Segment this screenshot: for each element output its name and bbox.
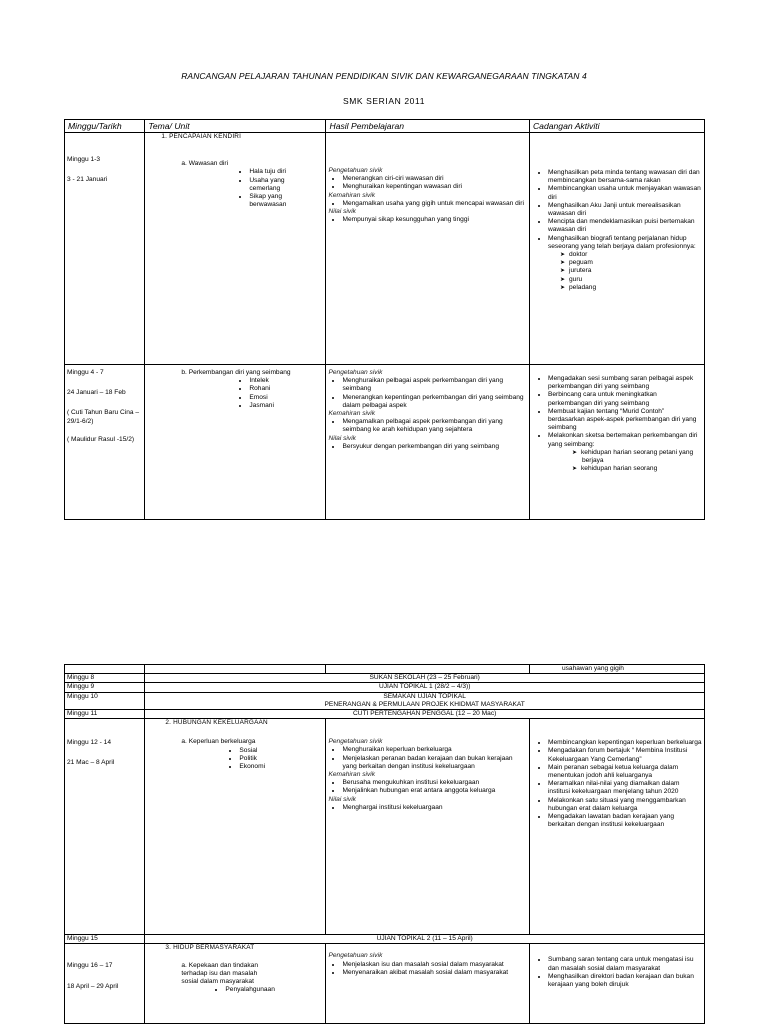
table-header-row: [65, 120, 705, 133]
week-cell: [65, 133, 145, 365]
knowledge-list: [328, 377, 526, 410]
list-item: • Menghuraikan keperluan berkeluarga: [342, 746, 526, 754]
list-item: • Mengamalkan usaha yang gigih untuk mencapai wawasan diri: [342, 200, 526, 208]
holiday-note: ( Maulidur Rasul -15/2): [67, 435, 135, 443]
value-list: [328, 216, 526, 224]
unit-title: a. Kepekaan dan tindakan terhadap isu dan masalah sosial dalam masyarakat: [181, 961, 258, 986]
list-item: ➤ guru: [570, 276, 702, 284]
activity-cell: [529, 719, 704, 935]
header-outcome: Hasil Pembelajaran: [326, 120, 529, 133]
profession-list: [532, 251, 702, 292]
activity-list: [532, 739, 702, 829]
list-item: • Mengadakan forum bertajuk “ Membina Institusi Kekeluargaan Yang Cemerlang”: [548, 747, 702, 763]
event-label: PENERANGAN & PERMULAAN PROJEK KHIDMAT MASYARAKAT: [324, 700, 525, 708]
label-value: Nilai sivik: [328, 795, 356, 803]
empty-cell: [326, 665, 529, 674]
list-item: • Menghasilkan biografi tentang perjalanan hidup seseorang yang telah berjaya dalam profesionnya:: [548, 235, 702, 251]
skill-list: [328, 418, 526, 434]
activity-list: [532, 375, 702, 449]
theme-cell: [145, 944, 326, 1024]
event-label: UJIAN TOPIKAL 2 (11 – 15 April): [145, 935, 705, 944]
list-item: ➤ kehidupan harian seorang petani yang berjaya: [582, 449, 702, 465]
week-label: Minggu 15: [65, 935, 145, 944]
table-row: [65, 944, 705, 1024]
list-item: • Menghuraikan kepentingan wawasan diri: [342, 183, 526, 191]
theme-heading: 1. PENCAPAIAN KENDIRI: [161, 133, 242, 140]
list-item: • Menyenaraikan akibat masalah sosial dalam masyarakat: [342, 969, 526, 977]
week-cell: [65, 719, 145, 935]
list-item: • Sumbang saran tentang cara untuk mengatasi isu dan masalah sosial dalam masyarakat: [548, 956, 702, 972]
list-item: • Menjelaskan isu dan masalah sosial dalam masyarakat: [342, 961, 526, 969]
event-label: SEMAKAN UJIAN TOPIKAL: [383, 692, 466, 700]
week-label: Minggu 16 – 17: [67, 962, 113, 970]
list-item: • Sikap yang berwawasan: [249, 193, 309, 209]
label-knowledge: Pengetahuan sivik: [328, 369, 383, 376]
empty-cell: [145, 665, 326, 674]
list-item: • Meramalkan nilai-nilai yang diamalkan dalam institusi kekeluargaan menjelang tahun 2020: [548, 780, 702, 796]
value-list: [328, 443, 526, 451]
theme-heading: 2. HUBUNGAN KEKELUARGAAN: [165, 719, 268, 727]
date-label: 18 April – 29 April: [67, 982, 119, 990]
list-item: ➤ peladang: [570, 284, 702, 292]
list-item: • Menghasilkan Aku Janji untuk merealisasikan wawasan diri: [548, 202, 702, 218]
list-item: ➤ peguam: [570, 259, 702, 267]
table-row: [65, 935, 705, 944]
list-item: • Membuat kajian tentang “Murid Contoh” berdasarkan aspek-aspek perkembangan diri yang seimbang: [548, 408, 702, 433]
lesson-plan-table-2: [64, 664, 705, 1024]
unit-list: [147, 747, 323, 772]
list-item: • Usaha yang cemerlang: [249, 177, 309, 193]
table-row: [65, 719, 705, 935]
table-row: [65, 692, 705, 709]
table-row: [65, 133, 705, 365]
list-item: ➤ jurutera: [570, 267, 702, 275]
week-label: Minggu 8: [65, 674, 145, 683]
list-item: • Menerangkan ciri-ciri wawasan diri: [342, 175, 526, 183]
list-item: • Menghuraikan pelbagai aspek perkembangan diri yang seimbang: [342, 377, 526, 393]
date-label: 24 Januari – 18 Feb: [67, 389, 126, 397]
list-item: • Intelek: [249, 377, 323, 385]
list-item: • Menjalinkan hubungan erat antara anggota keluarga: [342, 787, 526, 795]
table-row: [65, 674, 705, 683]
label-skill: Kemahiran sivik: [328, 410, 376, 418]
week-label: Minggu 12 - 14: [67, 739, 111, 747]
header-week: Minggu/Tarikh: [65, 120, 145, 133]
table-row: [65, 683, 705, 692]
list-item: • Membincangkan kepentingan keperluan berkeluarga: [548, 739, 702, 747]
date-label: 3 - 21 Januari: [67, 176, 108, 184]
empty-cell: [65, 665, 145, 674]
lesson-plan-table-1: [64, 119, 705, 520]
skill-list: [328, 200, 526, 208]
label-knowledge: Pengetahuan sivik: [328, 952, 383, 960]
list-item: • Menghasilkan direktori badan kerajaan dan bukan kerajaan yang boleh dirujuk: [548, 973, 702, 989]
unit-title: b. Perkembangan diri yang seimbang: [181, 369, 291, 376]
unit-title: a. Keperluan berkeluarga: [181, 738, 256, 746]
continued-text: [529, 665, 704, 674]
sketch-list: [532, 449, 702, 474]
label-skill: Kemahiran sivik: [328, 191, 376, 199]
list-item: ➤ kehidupan harian seorang: [582, 465, 702, 473]
list-item: • Menjelaskan peranan badan kerajaan dan bukan kerajaan yang berkaitan dengan institusi kekeluargaan: [342, 755, 526, 771]
event-cell: [145, 692, 705, 709]
list-item: • Mengadakan sesi sumbang saran pelbagai aspek perkembangan diri yang seimbang: [548, 375, 702, 391]
outcome-cell: [326, 133, 529, 365]
label-knowledge: Pengetahuan sivik: [328, 738, 383, 746]
activity-cell: [529, 133, 704, 365]
table-row: [65, 365, 705, 520]
list-item: • Politik: [239, 755, 323, 763]
theme-heading: 3. HIDUP BERMASYARAKAT: [165, 944, 255, 952]
list-item: • Melakonkan sketsa bertemakan perkembangan diri yang seimbang:: [548, 432, 702, 448]
knowledge-list: [328, 175, 526, 191]
outcome-cell: [326, 719, 529, 935]
list-item: • Bersyukur dengan perkembangan diri yang seimbang: [342, 443, 526, 451]
theme-cell: [145, 133, 326, 365]
header-theme: Tema/ Unit: [145, 120, 326, 133]
event-label: SUKAN SEKOLAH (23 – 25 Februari): [145, 674, 705, 683]
list-item: • Rohani: [249, 385, 323, 393]
list-item: • Melakonkan satu situasi yang menggambarkan hubungan erat dalam keluarga: [548, 797, 702, 813]
week-label: Minggu 9: [65, 683, 145, 692]
event-label: UJIAN TOPIKAL 1 (28/2 – 4/3)): [145, 683, 705, 692]
label-skill: Kemahiran sivik: [328, 771, 376, 779]
label-value: Nilai sivik: [328, 208, 356, 216]
table-row: [65, 665, 705, 674]
list-item: • Sosial: [239, 747, 323, 755]
list-item: • Membincangkan usaha untuk menjayakan wawasan diri: [548, 185, 702, 201]
continued-activity: usahawan yang gigih: [561, 665, 624, 672]
value-list: [328, 804, 526, 812]
outcome-cell: [326, 944, 529, 1024]
date-label: 21 Mac – 8 April: [67, 759, 115, 767]
list-item: • Emosi: [249, 394, 323, 402]
list-item: • Mencipta dan mendeklamasikan puisi bertemakan wawasan diri: [548, 218, 702, 234]
week-cell: [65, 944, 145, 1024]
list-item: ➤ doktor: [570, 251, 702, 259]
list-item: • Menerangkan kepentingan perkembangan diri yang seimbang dalam pelbagai aspek: [342, 394, 526, 410]
list-item: • Berbincang cara untuk meningkatkan perkembangan diri yang seimbang: [548, 391, 702, 407]
list-item: • Mengadakan lawatan badan kerajaan yang berkaitan dengan institusi kekeluargaan: [548, 813, 702, 829]
activity-list: [532, 169, 702, 251]
unit-list: [147, 377, 323, 410]
list-item: • Main peranan sebagai ketua keluarga dalam menentukan jodoh ahli keluarganya: [548, 764, 702, 780]
label-knowledge: Pengetahuan sivik: [328, 167, 383, 174]
school-subtitle: SMK SERIAN 2011: [342, 96, 426, 106]
unit-title: a. Wawasan diri: [181, 160, 229, 168]
knowledge-list: [328, 746, 526, 771]
week-label: Minggu 11: [65, 710, 145, 719]
activity-list: [532, 956, 702, 989]
list-item: • Hala tuju diri: [249, 168, 309, 176]
list-item: • Mengamalkan pelbagai aspek perkembangan diri yang seimbang ke arah kehidupan yang sejahtera: [342, 418, 526, 434]
week-cell: [65, 365, 145, 520]
document-title: RANCANGAN PELAJARAN TAHUNAN PENDIDIKAN SIVIK DAN KEWARGANEGARAAN TINGKATAN 4: [181, 71, 587, 81]
unit-list: [147, 168, 309, 209]
knowledge-list: [328, 961, 526, 977]
list-item: • Berusaha mengukuhkan institusi kekeluargaan: [342, 779, 526, 787]
skill-list: [328, 779, 526, 795]
event-label: CUTI PERTENGAHAN PENGGAL (12 – 20 Mac): [145, 710, 705, 719]
table-row: [65, 710, 705, 719]
header-activity: Cadangan Aktiviti: [529, 120, 704, 133]
list-item: • Mempunyai sikap kesungguhan yang tinggi: [342, 216, 526, 224]
list-item: • Ekonomi: [239, 763, 323, 771]
list-item: • Penyalahgunaan: [225, 986, 323, 994]
theme-cell: [145, 365, 326, 520]
theme-cell: [145, 719, 326, 935]
list-item: • Jasmani: [249, 402, 323, 410]
outcome-cell: [326, 365, 529, 520]
label-value: Nilai sivik: [328, 434, 356, 442]
activity-cell: [529, 365, 704, 520]
week-label: Minggu 1-3: [67, 156, 100, 163]
list-item: • Menghargai institusi kekeluargaan: [342, 804, 526, 812]
week-label: Minggu 10: [65, 692, 145, 709]
unit-list: [147, 986, 323, 994]
activity-cell: [529, 944, 704, 1024]
week-label: Minggu 4 - 7: [67, 369, 104, 376]
list-item: • Menghasilkan peta minda tentang wawasan diri dan membincangkan bersama-sama rakan: [548, 169, 702, 185]
holiday-note: ( Cuti Tahun Baru Cina – 29/1-6/2): [67, 409, 140, 425]
